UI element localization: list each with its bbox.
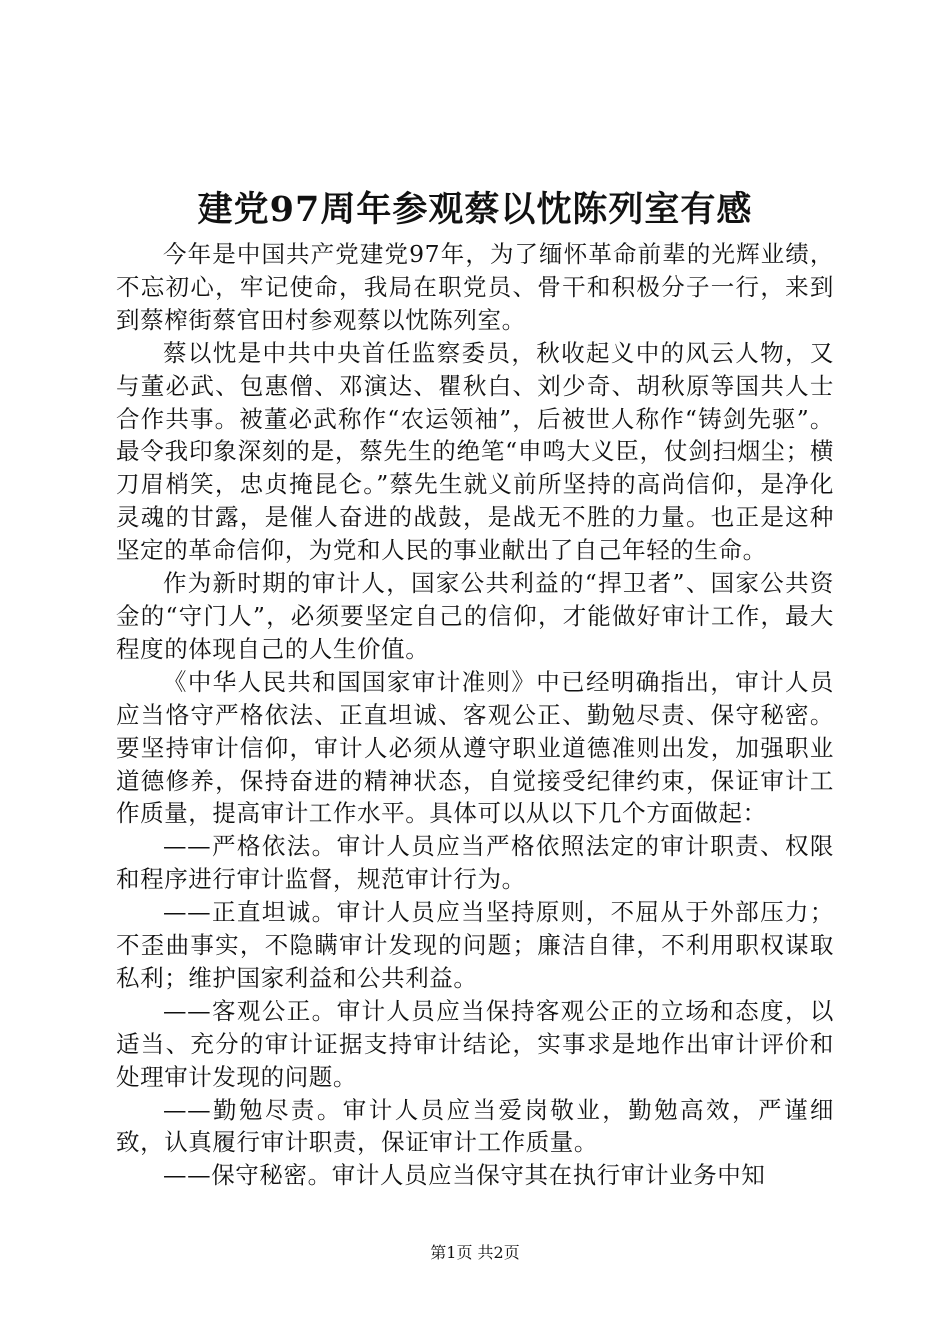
document-title: 建党97周年参观蔡以忱陈列室有感	[197, 189, 753, 230]
paragraph-9: ——保守秘密。审计人员应当保守其在执行审计业务中知	[163, 1161, 766, 1190]
paragraph-6: ——正直坦诚。审计人员应当坚持原则，不屈从于外部压力；不歪曲事实，不隐瞒审计发现的问题；廉洁自律，不利用职权谋取私利；维护国家利益和公共利益。	[116, 898, 834, 992]
paragraph-7: ——客观公正。审计人员应当保持客观公正的立场和态度，以适当、充分的审计证据支持审计结论，实事求是地作出审计评价和处理审计发现的问题。	[116, 996, 834, 1091]
page-footer: 第1页 共2页	[430, 1243, 520, 1262]
paragraph-2: 蔡以忱是中共中央首任监察委员，秋收起义中的风云人物，又与董必武、包惠僧、邓演达、瞿秋白、刘少奇、胡秋原等国共人士合作共事。被董必武称作“农运领袖”，后被世人称作“铸剑先驱”。最令我印象深刻的是，蔡先生的绝笔“申鸣大义臣，仗剑扫烟尘；横刀眉梢笑，忠贞掩昆仑。”蔡先生就义前所坚持的高尚信仰，是净化灵魂的甘露，是催人奋进的战鼓，是战无不胜的力量。也正是这种坚定的革命信仰，为党和人民的事业献出了自己年轻的生命。	[116, 338, 834, 565]
paragraph-3: 作为新时期的审计人，国家公共利益的“捍卫者”、国家公共资金的“守门人”，必须要坚定自己的信仰，才能做好审计工作，最大程度的体现自己的人生价值。	[116, 569, 834, 663]
paragraph-5: ——严格依法。审计人员应当严格依照法定的审计职责、权限和程序进行审计监督，规范审计行为。	[116, 832, 834, 894]
paragraph-1: 今年是中国共产党建党97年，为了缅怀革命前辈的光辉业绩，不忘初心，牢记使命，我局在职党员、骨干和积极分子一行，来到到蔡榨街蔡官田村参观蔡以忱陈列室。	[116, 240, 834, 334]
document-body	[116, 238, 834, 1192]
paragraph-4: 《中华人民共和国国家审计准则》中已经明确指出，审计人员应当恪守严格依法、正直坦诚、客观公正、勤勉尽责、保守秘密。要坚持审计信仰，审计人必须从遵守职业道德准则出发，加强职业道德修养，保持奋进的精神状态，自觉接受纪律约束，保证审计工作质量，提高审计工作水平。具体可以从以下几个方面做起：	[116, 667, 834, 828]
paragraph-8: ——勤勉尽责。审计人员应当爱岗敬业，勤勉高效，严谨细致，认真履行审计职责，保证审计工作质量。	[116, 1095, 834, 1157]
